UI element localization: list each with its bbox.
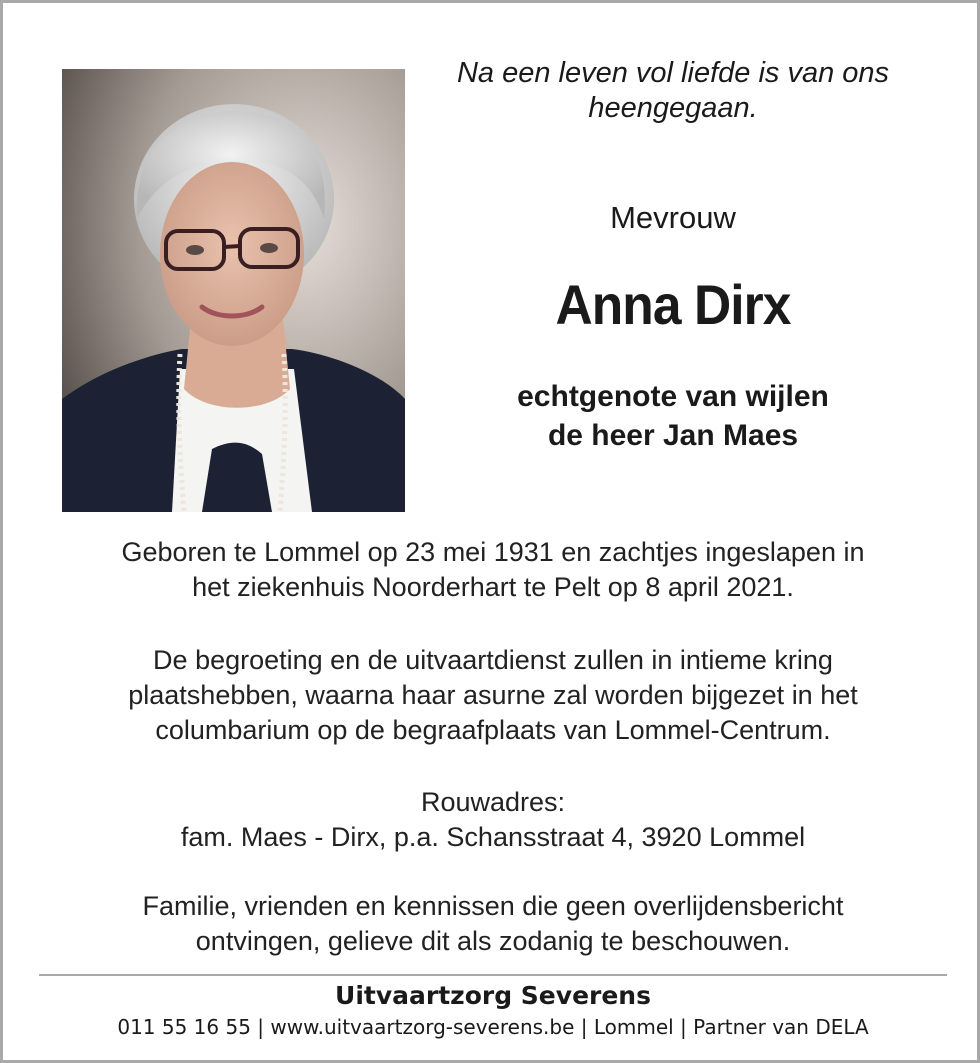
paragraph-line: ontvingen, gelieve dit als zodanig te beschouwen.	[195, 926, 791, 956]
paragraph-line: Geboren te Lommel op 23 mei 1931 en zachtjes ingeslapen in	[121, 537, 865, 567]
paragraph-line: Familie, vrienden en kennissen die geen overlijdensbericht	[142, 891, 844, 921]
intro-text	[433, 56, 913, 126]
relation-line: de heer Jan Maes	[547, 419, 799, 452]
paragraph-line: het ziekenhuis Noorderhart te Pelt op 8 april 2021.	[192, 572, 794, 602]
paragraph-line: columbarium op de begraafplaats van Lommel-Centrum.	[155, 715, 831, 745]
address-label: Rouwadres:	[420, 787, 566, 817]
funeral-home-contact: 011 55 16 55 | www.uitvaartzorg-severens.be | Lommel | Partner van DELA	[117, 1015, 869, 1039]
portrait-photo	[62, 69, 405, 512]
salutation: Mevrouw	[610, 200, 736, 235]
divider	[39, 974, 947, 976]
ceremony-paragraph	[43, 643, 943, 748]
deceased-name: Anna Dirx	[555, 273, 791, 336]
relation-line: echtgenote van wijlen	[517, 380, 829, 413]
intro-line: heengegaan.	[588, 92, 758, 124]
funeral-home-name: Uitvaartzorg Severens	[335, 981, 651, 1010]
paragraph-line: De begroeting en de uitvaartdienst zullen in intieme kring	[153, 645, 833, 675]
relation-text	[433, 377, 913, 455]
birth-death-paragraph	[43, 535, 943, 605]
address-paragraph	[43, 785, 943, 855]
address-value: fam. Maes - Dirx, p.a. Schansstraat 4, 3920 Lommel	[180, 822, 806, 852]
notice-paragraph	[43, 889, 943, 959]
intro-line: Na een leven vol liefde is van ons	[456, 57, 890, 89]
paragraph-line: plaatshebben, waarna haar asurne zal worden bijgezet in het	[128, 680, 858, 710]
